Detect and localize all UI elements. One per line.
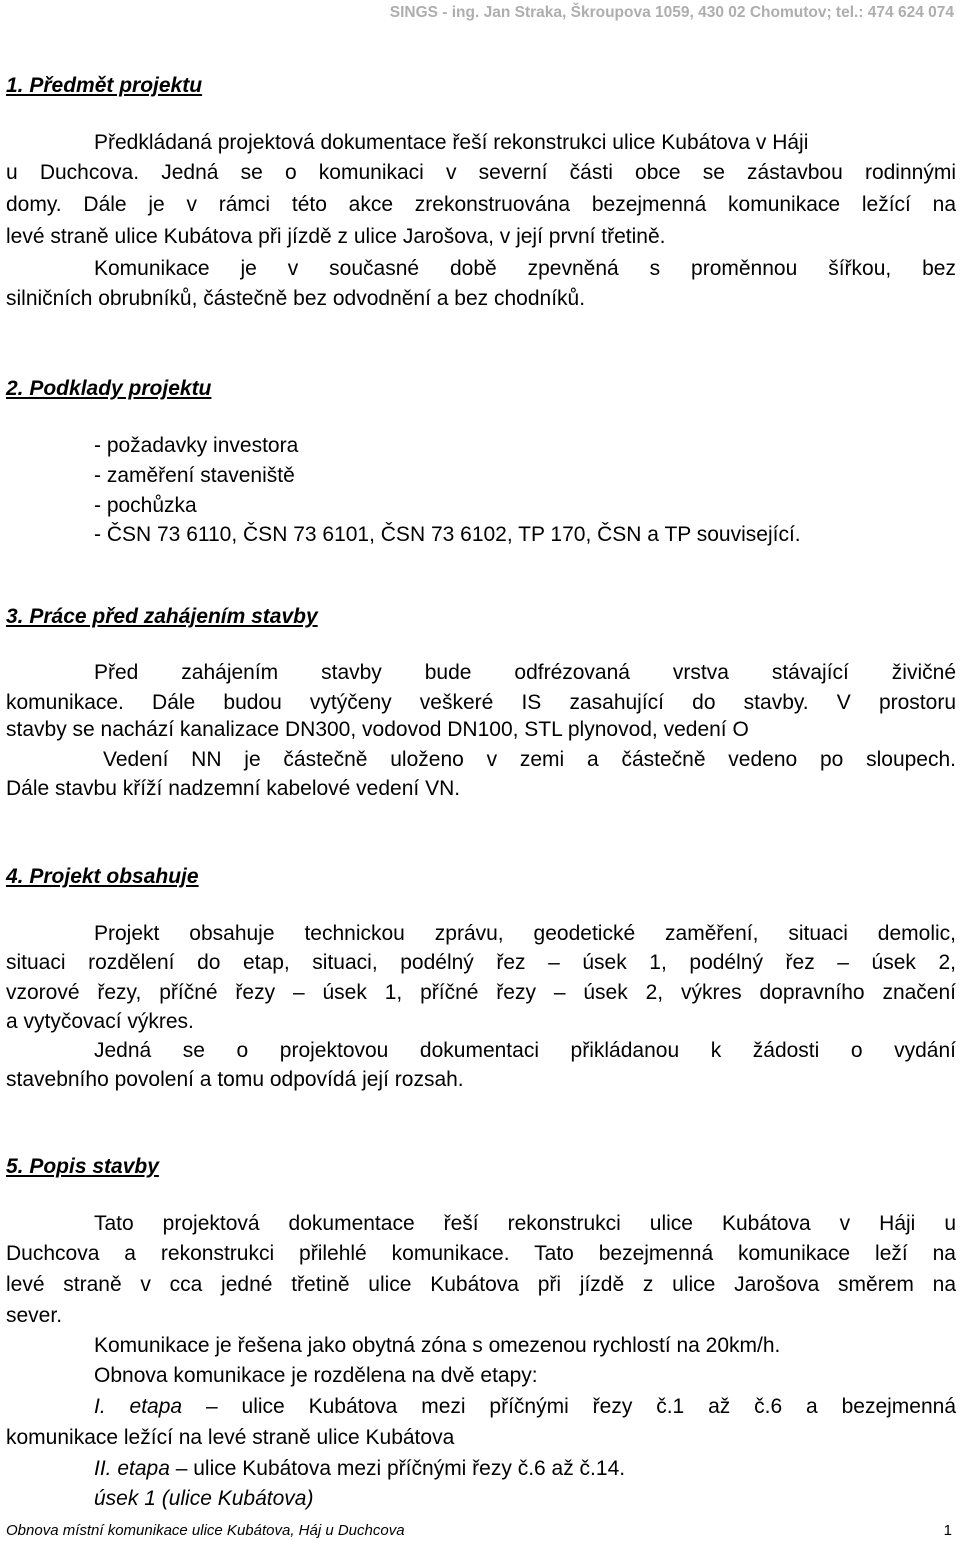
s4-line-1: Projekt obsahuje technickou zprávu, geodetické zaměření, situaci demolic, xyxy=(94,922,956,945)
s5-etapa-1-cont: komunikace ležící na levé straně ulice Kubátova xyxy=(6,1426,455,1449)
s5-line-6: Obnova komunikace je rozdělena na dvě etapy: xyxy=(94,1364,538,1387)
section-3-heading: 3. Práce před zahájením stavby xyxy=(6,605,318,628)
s3-line-1: Před zahájením stavby bude odfrézovaná vrstva stávající živičné xyxy=(94,661,956,684)
etapa-1-label: I. etapa xyxy=(94,1395,183,1418)
s3-line-3: stavby se nachází kanalizace DN300, vodovod DN100, STL plynovod, vedení O xyxy=(6,718,749,741)
s5-line-5: Komunikace je řešena jako obytná zóna s omezenou rychlostí na 20km/h. xyxy=(94,1334,781,1357)
s5-line-1: Tato projektová dokumentace řeší rekonstrukci ulice Kubátova v Háji u xyxy=(94,1212,956,1235)
s4-line-2: situaci rozdělení do etap, situaci, podélný řez – úsek 1, podélný řez – úsek 2, xyxy=(6,951,956,974)
s5-etapa-1 xyxy=(94,1395,956,1419)
s1-line-4: levé straně ulice Kubátova při jízdě z ulice Jarošova, v její první třetině. xyxy=(6,225,666,248)
s2-item-3: - pochůzka xyxy=(94,494,197,517)
page-footer xyxy=(6,1522,952,1539)
s4-line-6: stavebního povolení a tomu odpovídá její rozsah. xyxy=(6,1068,464,1091)
s5-line-2: Duchcova a rekonstrukci přilehlé komunikace. Tato bezejmenná komunikace leží na xyxy=(6,1242,956,1265)
s3-line-5: Dále stavbu kříží nadzemní kabelové vedení VN. xyxy=(6,777,461,800)
section-1-heading: 1. Předmět projektu xyxy=(6,74,203,97)
etapa-2-label: II. etapa xyxy=(94,1457,170,1480)
s4-line-4: a vytyčovací výkres. xyxy=(6,1010,194,1033)
section-5-heading: 5. Popis stavby xyxy=(6,1155,159,1178)
section-2-heading: 2. Podklady projektu xyxy=(6,377,212,400)
s2-item-4: - ČSN 73 6110, ČSN 73 6101, ČSN 73 6102, TP 170, ČSN a TP související. xyxy=(94,523,801,546)
footer-text: Obnova místní komunikace ulice Kubátova, Háj u Duchcova xyxy=(6,1522,405,1539)
page-header: SINGS - ing. Jan Straka, Škroupova 1059, 430 02 Chomutov; tel.: 474 624 074 xyxy=(389,4,954,21)
s3-line-4: Vedení NN je částečně uloženo v zemi a částečně vedeno po sloupech. xyxy=(103,748,956,771)
s1-line-1: Předkládaná projektová dokumentace řeší rekonstrukci ulice Kubátova v Háji xyxy=(94,131,809,154)
s5-line-3: levé straně v cca jedné třetině ulice Kubátova při jízdě z ulice Jarošova směrem na xyxy=(6,1273,956,1296)
section-4-heading: 4. Projekt obsahuje xyxy=(6,865,199,888)
s2-item-2: - zaměření staveniště xyxy=(94,464,295,487)
s1-line-2: u Duchcova. Jedná se o komunikaci v severní části obce se zástavbou rodinnými xyxy=(6,161,956,184)
s4-line-3: vzorové řezy, příčné řezy – úsek 1, příčné řezy – úsek 2, výkres dopravního značení xyxy=(6,981,956,1004)
s1-line-6: silničních obrubníků, částečně bez odvodnění a bez chodníků. xyxy=(6,287,586,310)
s1-line-3: domy. Dále je v rámci této akce zrekonstruována bezejmenná komunikace ležící na xyxy=(6,193,956,216)
s4-line-5: Jedná se o projektovou dokumentaci přikládanou k žádosti o vydání xyxy=(94,1039,956,1062)
s5-etapa-2 xyxy=(94,1457,625,1481)
s5-line-4: sever. xyxy=(6,1304,63,1327)
s2-item-1: - požadavky investora xyxy=(94,434,299,457)
page-number: 1 xyxy=(943,1522,952,1539)
etapa-2-text: – ulice Kubátova mezi příčnými řezy č.6 až č.14. xyxy=(169,1457,626,1480)
s1-line-5: Komunikace je v současné době zpevněná s proměnnou šířkou, bez xyxy=(94,257,956,280)
s5-usek: úsek 1 (ulice Kubátova) xyxy=(94,1487,314,1510)
s3-line-2: komunikace. Dále budou vytýčeny veškeré IS zasahující do stavby. V prostoru xyxy=(6,691,956,714)
etapa-1-text: – ulice Kubátova mezi příčnými řezy č.1 až č.6 a bezejmenná xyxy=(182,1395,956,1418)
